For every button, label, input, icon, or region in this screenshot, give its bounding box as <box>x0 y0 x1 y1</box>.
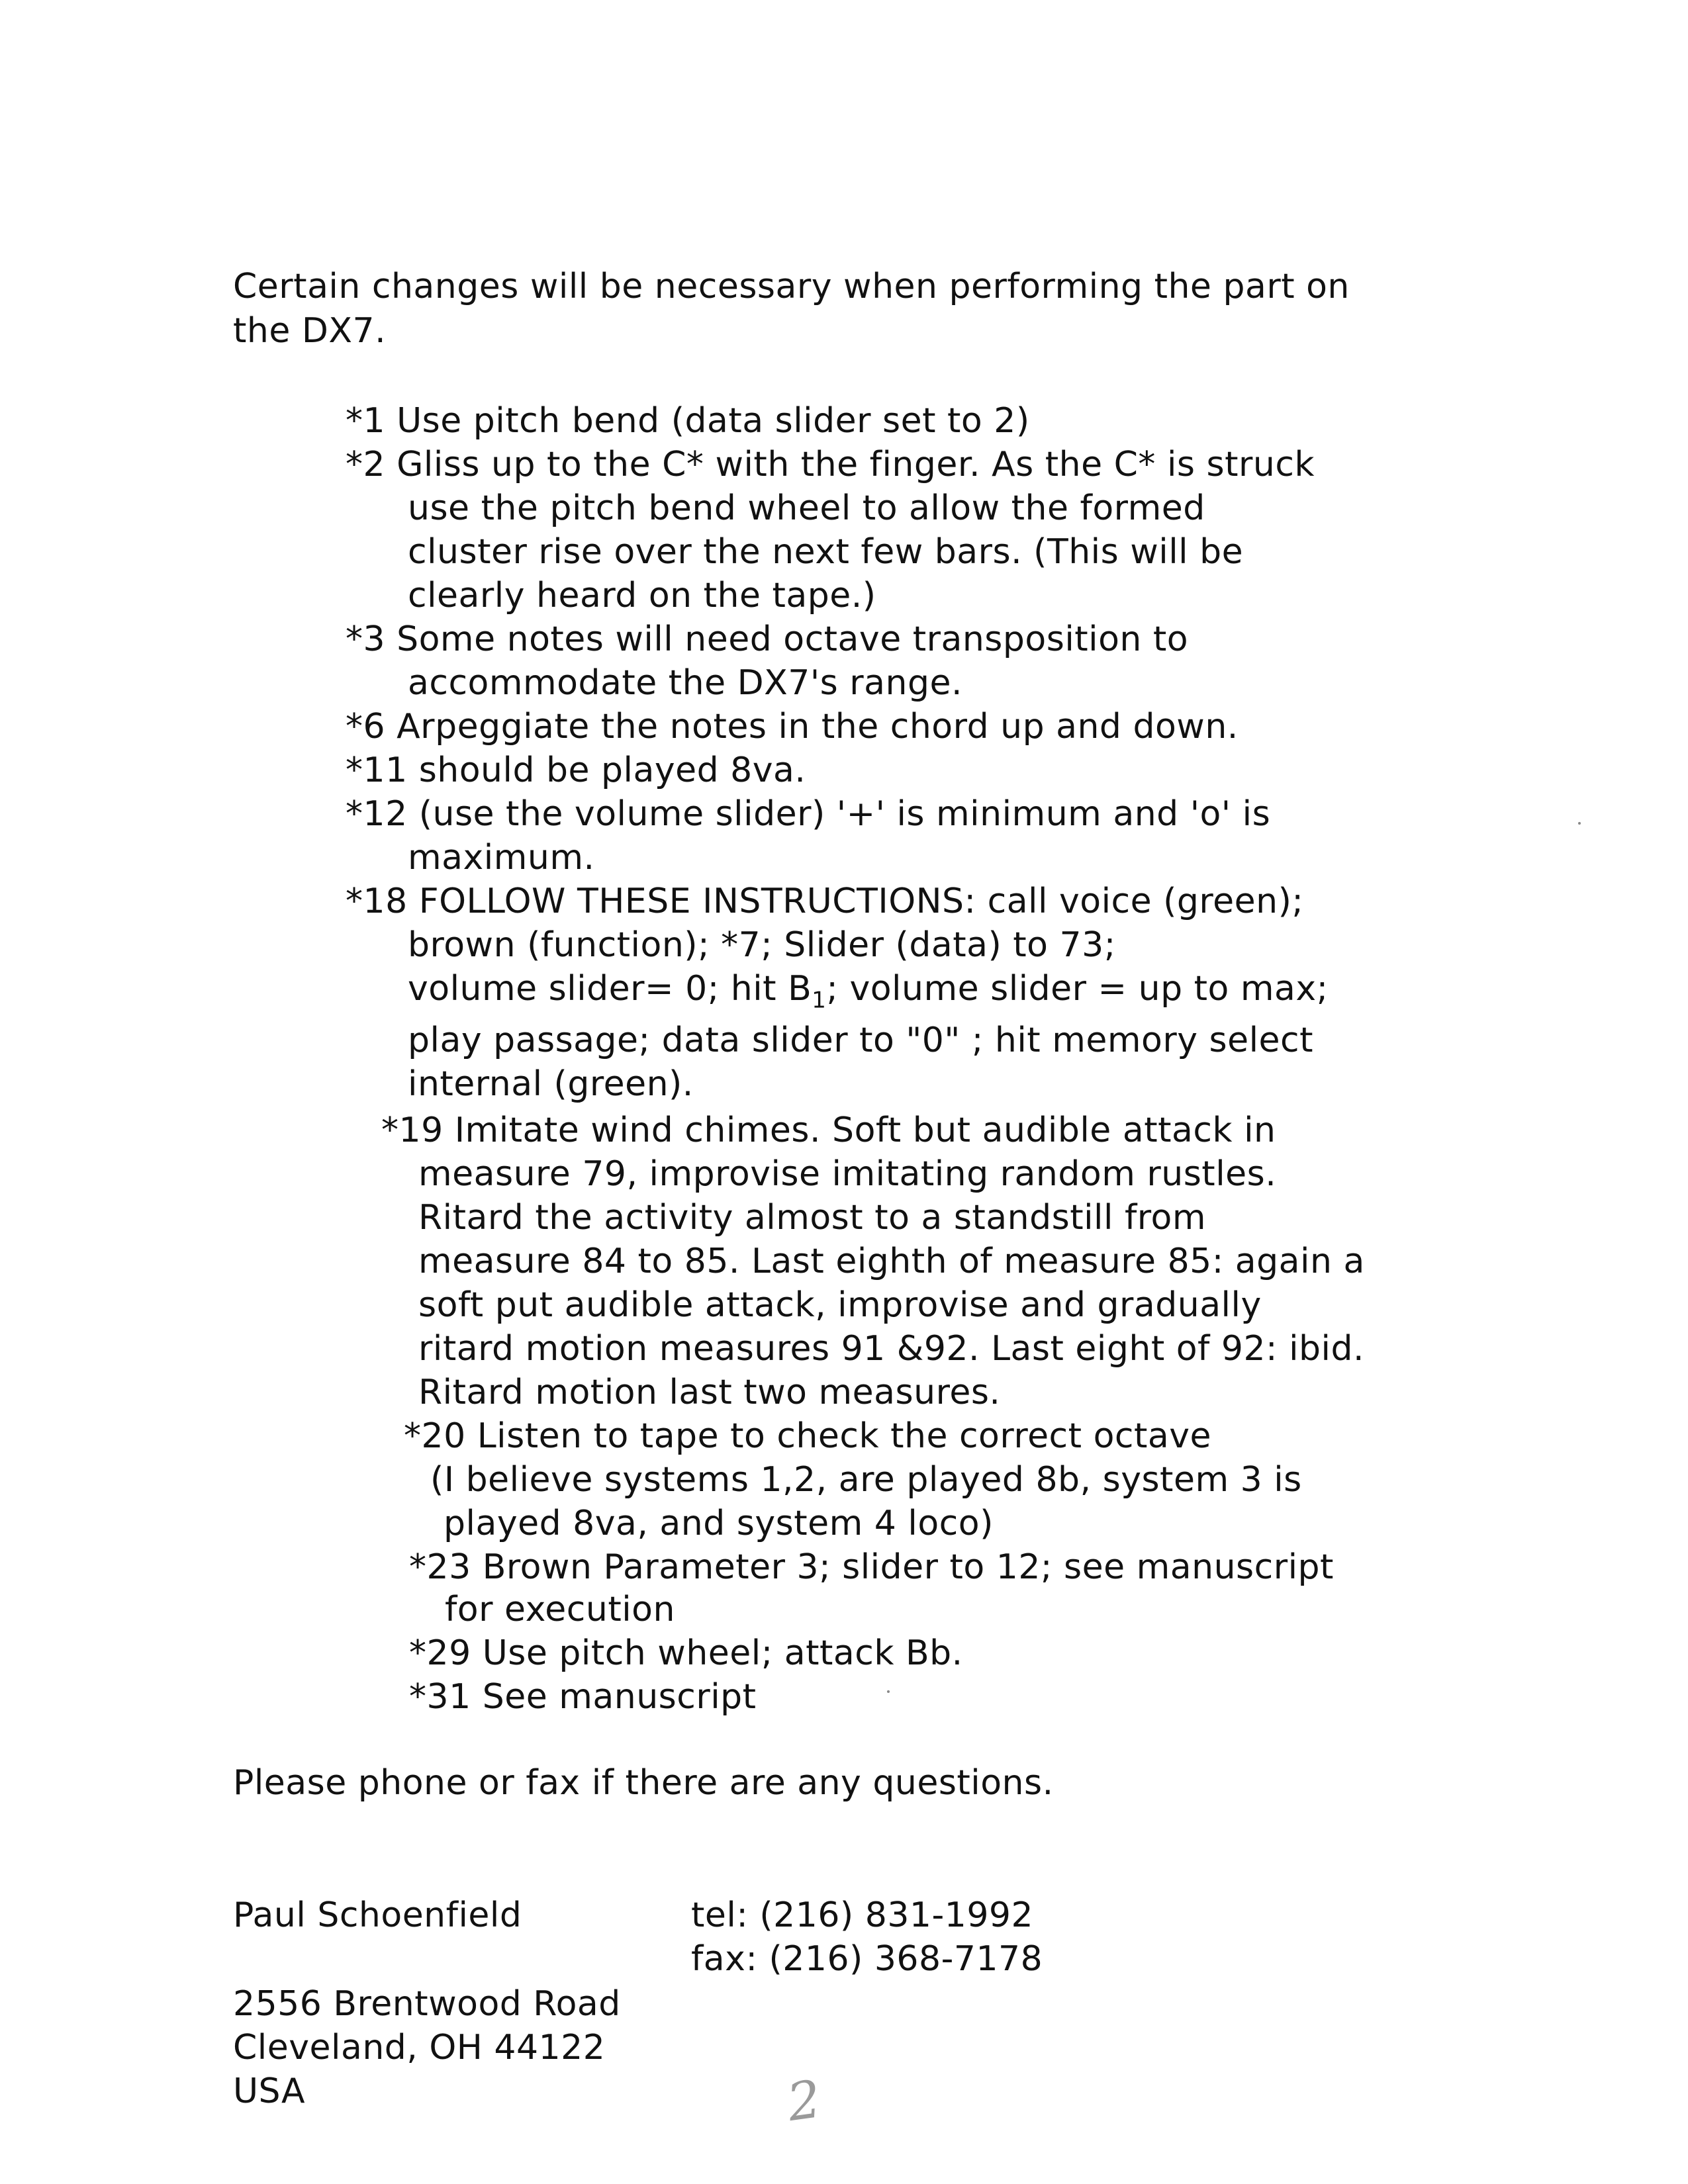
note-2-cont-3: clearly heard on the tape.) <box>408 576 876 615</box>
note-23-cont-1: for execution <box>445 1590 675 1629</box>
contact-tel: tel: (216) 831-1992 <box>691 1895 1034 1935</box>
note-1: *1 Use pitch bend (data slider set to 2) <box>346 401 1030 441</box>
note-18: *18 FOLLOW THESE INSTRUCTIONS: call voice (green); <box>346 882 1304 921</box>
note-18-cont-2-b: ; volume slider = up to max; <box>826 969 1329 1009</box>
note-19-cont-2: Ritard the activity almost to a standstill from <box>418 1198 1206 1238</box>
note-19-cont-1: measure 79, improvise imitating random rustles. <box>418 1154 1277 1194</box>
intro-line-1: Certain changes will be necessary when performing the part on <box>233 267 1350 306</box>
note-19-cont-6: Ritard motion last two measures. <box>418 1373 1001 1412</box>
note-12-cont-1: maximum. <box>408 838 595 878</box>
note-2: *2 Gliss up to the C* with the finger. As the C* is struck <box>346 445 1315 484</box>
handwritten-page-number: 2 <box>783 2069 825 2134</box>
note-23: *23 Brown Parameter 3; slider to 12; see manuscript <box>409 1547 1334 1587</box>
note-19-cont-4: soft put audible attack, improvise and gradually <box>418 1285 1262 1325</box>
address-line-2: Cleveland, OH 44122 <box>233 2028 606 2068</box>
note-19-cont-5: ritard motion measures 91 &92. Last eight of 92: ibid. <box>418 1329 1365 1369</box>
note-3: *3 Some notes will need octave transposition to <box>346 619 1189 659</box>
note-18-cont-4: internal (green). <box>408 1064 694 1104</box>
subscript-one: 1 <box>812 987 827 1014</box>
note-19-cont-3: measure 84 to 85. Last eighth of measure 85: again a <box>418 1242 1365 1281</box>
scan-speck <box>1578 822 1581 825</box>
note-20: *20 Listen to tape to check the correct octave <box>404 1416 1211 1456</box>
contact-fax: fax: (216) 368-7178 <box>691 1939 1043 1979</box>
note-20-cont-2: played 8va, and system 4 loco) <box>444 1504 994 1543</box>
note-11: *11 should be played 8va. <box>346 751 806 790</box>
closing-line: Please phone or fax if there are any questions. <box>233 1763 1054 1803</box>
scan-speck <box>887 1690 890 1693</box>
contact-name: Paul Schoenfield <box>233 1895 522 1935</box>
note-18-cont-2 <box>408 969 1329 1014</box>
note-6: *6 Arpeggiate the notes in the chord up and down. <box>346 707 1239 747</box>
note-18-cont-1: brown (function); *7; Slider (data) to 73; <box>408 925 1116 965</box>
note-19: *19 Imitate wind chimes. Soft but audible attack in <box>381 1111 1276 1150</box>
note-29: *29 Use pitch wheel; attack Bb. <box>409 1633 963 1673</box>
note-20-cont-1: (I believe systems 1,2, are played 8b, system 3 is <box>430 1460 1302 1500</box>
address-line-1: 2556 Brentwood Road <box>233 1984 621 2024</box>
address-line-3: USA <box>233 2071 306 2111</box>
note-18-cont-3: play passage; data slider to "0" ; hit memory select <box>408 1021 1313 1060</box>
note-3-cont-1: accommodate the DX7's range. <box>408 663 963 703</box>
note-31: *31 See manuscript <box>409 1677 757 1717</box>
note-2-cont-2: cluster rise over the next few bars. (This will be <box>408 532 1244 572</box>
note-18-cont-2-a: volume slider= 0; hit B <box>408 969 812 1009</box>
note-12: *12 (use the volume slider) '+' is minimum and 'o' is <box>346 794 1271 834</box>
note-2-cont-1: use the pitch bend wheel to allow the formed <box>408 488 1205 528</box>
intro-line-2: the DX7. <box>233 311 387 351</box>
